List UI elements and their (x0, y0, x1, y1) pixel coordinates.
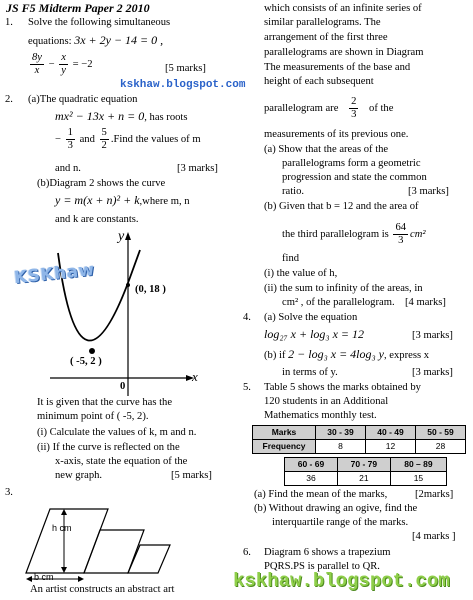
question-number: 1. (5, 17, 13, 28)
point-label-intercept: (0, 18 ) (135, 284, 166, 295)
arrowhead-icon (78, 576, 84, 582)
arrowhead-icon (61, 509, 67, 515)
origin-label: 0 (120, 381, 126, 392)
question-text: 120 students in an Additional (264, 396, 389, 407)
marks-label: [4 marks ] (412, 531, 456, 542)
question-number: 6. (243, 547, 251, 558)
quadratic-equation (55, 110, 187, 124)
subpart-i: (i) the value of h, (264, 268, 338, 279)
table-header-cell: 30 - 39 (316, 426, 366, 440)
log-equation: 2 − log₃ x = 4log₃ y (288, 347, 384, 361)
question-text: which consists of an infinite series of (264, 3, 422, 14)
marks-label: [5 marks] (171, 470, 212, 481)
curve-graph (40, 228, 200, 398)
table-header-row (253, 426, 466, 440)
parallelogram-3 (128, 545, 170, 573)
part-a-label: (a) Solve the equation (264, 312, 358, 323)
question-number: 5. (243, 382, 251, 393)
height-label: h cm (52, 523, 72, 533)
equation: mx² − 13x + n = 0 (55, 109, 145, 123)
marks-label: [3 marks] (412, 367, 453, 378)
part-a-label: (a)The quadratic equation (28, 94, 138, 105)
text: of the (369, 102, 394, 114)
text: , express x (384, 350, 430, 361)
part-b-label: (b) if (264, 350, 286, 361)
question-number: 2. (5, 94, 13, 105)
part-a-label: (a) Find the mean of the marks, (254, 489, 388, 500)
question-text: height of each subsequent (264, 76, 374, 87)
question-text: Table 5 shows the marks obtained by (264, 382, 421, 393)
part-b-label: (b) Given that b = 12 and the area of (264, 201, 419, 212)
table-cell: 21 (337, 472, 390, 486)
question-text: parallelograms are shown in Diagram (264, 47, 424, 58)
question-text: arrangement of the first three (264, 32, 388, 43)
marks-label: [4 marks] (405, 297, 446, 308)
marks-table-1 (252, 425, 466, 454)
subpart-ii-text: new graph. (55, 470, 103, 481)
unit: cm² (410, 228, 426, 240)
table-header-cell: 50 - 59 (416, 426, 466, 440)
fraction-numerator: x (61, 52, 66, 63)
marks-label: [3 marks] (408, 186, 449, 197)
part-b-label: (b)Diagram 2 shows the curve (37, 178, 166, 189)
kskhaw-logo: KSKhaw (13, 259, 96, 289)
question-text: similar parallelograms. The (264, 17, 381, 28)
point-label-minimum: ( -5, 2 ) (70, 356, 102, 367)
sign: − (55, 133, 61, 145)
given-text: minimum point of ( -5, 2). (37, 411, 149, 422)
text: the third parallelogram is (282, 228, 389, 240)
part-a-label: (a) Show that the areas of the (264, 144, 389, 155)
subpart-ii-text: x-axis, state the equation of the (55, 456, 188, 467)
log-equation: log₂₇ x + log₃ x = 12 (264, 327, 365, 341)
equation-tail: , has roots (144, 112, 188, 123)
arrowhead-icon (61, 567, 67, 573)
parallelogram-2 (84, 530, 144, 573)
table-header-cell: Marks (253, 426, 316, 440)
part-b (264, 348, 429, 362)
fraction-numerator: 1 (67, 127, 73, 138)
arrowhead-icon (26, 576, 32, 582)
subpart-ii-text: cm² , of the parallelogram. (282, 297, 395, 308)
equation-tail: ,where m, n (139, 196, 190, 207)
y-intercept-point (126, 283, 130, 287)
table-cell: Frequency (253, 440, 316, 454)
instruction: .Find the values of m (110, 133, 201, 145)
subpart-i: (i) Calculate the values of k, m and n. (37, 427, 197, 438)
fraction-numerator: 64 (395, 222, 407, 233)
question-text: Mathematics monthly test. (264, 410, 377, 421)
marks-label: [3 marks] (412, 330, 453, 341)
part-b-text: and k are constants. (55, 214, 139, 225)
fraction-numerator: 5 (101, 127, 107, 138)
part-b-text: find (282, 253, 300, 264)
part-b-text: in terms of y. (282, 367, 338, 378)
table-row (253, 440, 466, 454)
question-text: measurements of its previous one. (264, 129, 409, 140)
fraction-denominator: x (34, 65, 40, 76)
marks-table-2 (284, 457, 447, 486)
marks-label: [2marks] (415, 489, 454, 500)
fraction-denominator: 3 (398, 235, 404, 246)
table-cell: 12 (366, 440, 416, 454)
equation-1: 3x + 2y − 14 = 0 , (74, 33, 164, 47)
table-header-cell: 70 - 79 (337, 458, 390, 472)
marks-label: [3 marks] (177, 163, 218, 174)
question-text: An artist constructs an abstract art (30, 584, 175, 595)
ratio-text (264, 96, 393, 121)
fraction-denominator: 3 (351, 109, 357, 120)
question-text: Diagram 6 shows a trapezium (264, 547, 391, 558)
fraction-denominator: y (61, 65, 66, 76)
question-text: Solve the following simultaneous (28, 17, 171, 28)
question-number: 3. (5, 487, 13, 498)
x-axis-label: x (192, 369, 198, 384)
curve-equation (55, 194, 190, 208)
roots (55, 127, 201, 152)
table-header-cell: 60 - 69 (285, 458, 338, 472)
fraction-denominator: 2 (101, 140, 107, 151)
fraction-numerator: 2 (351, 96, 357, 107)
subpart-ii: (ii) the sum to infinity of the areas, in (264, 283, 423, 294)
equation: y = m(x + n)² + k (55, 193, 140, 207)
part-a-text: progression and state the common (282, 172, 427, 183)
area-text (282, 222, 426, 247)
subpart-ii: (ii) If the curve is reflected on the (37, 442, 180, 453)
table-header-row (285, 458, 447, 472)
fraction-numerator: 8y (32, 52, 42, 63)
y-axis-label: y (118, 229, 125, 244)
table-header-cell: 80 – 89 (390, 458, 446, 472)
part-a-text: and n. (55, 163, 81, 174)
question-text: PQRS.PS is parallel to QR. (264, 561, 380, 572)
part-b-text: interquartile range of the marks. (272, 517, 409, 528)
equations-label: equations: (28, 36, 72, 47)
text: parallelogram are (264, 102, 339, 114)
part-b-label: (b) Without drawing an ogive, find the (254, 503, 418, 514)
watermark-blog: kskhaw.blogspot.com (120, 79, 246, 91)
minimum-point (89, 348, 95, 354)
fraction-denominator: 3 (67, 140, 73, 151)
given-text: It is given that the curve has the (37, 397, 173, 408)
table-cell: 15 (390, 472, 446, 486)
watermark-blog-large: kskhaw.blogspot.com (233, 570, 450, 592)
table-header-cell: 40 - 49 (366, 426, 416, 440)
table-cell: 8 (316, 440, 366, 454)
conjunction: and (79, 133, 95, 145)
operator: − (48, 58, 55, 70)
table-cell: 36 (285, 472, 338, 486)
equation-2 (28, 52, 93, 77)
base-label: b cm (34, 572, 54, 582)
part-a-text: parallelograms form a geometric (282, 158, 421, 169)
question-text (28, 34, 163, 48)
y-axis-arrow-icon (125, 232, 131, 240)
table-cell: 28 (416, 440, 466, 454)
marks-label: [5 marks] (165, 63, 206, 74)
equation-rhs: = −2 (72, 58, 93, 70)
question-text: The measurements of the base and (264, 62, 411, 73)
part-a-text: ratio. (282, 186, 305, 197)
question-number: 4. (243, 312, 251, 323)
table-row (285, 472, 447, 486)
page-title: JS F5 Midterm Paper 2 2010 (6, 1, 150, 15)
